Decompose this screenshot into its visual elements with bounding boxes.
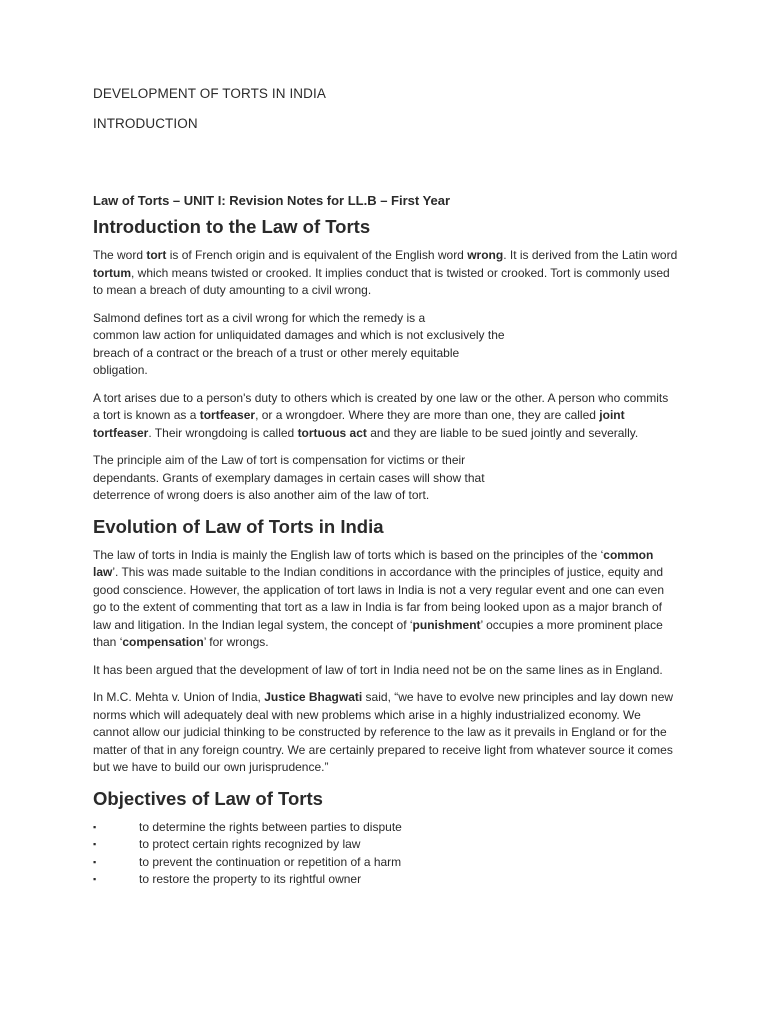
list-item: ▪ to prevent the continuation or repetition of a harm — [93, 854, 678, 872]
bullet-icon: ▪ — [93, 821, 97, 832]
paragraph-tort-definition: The word tort is of French origin and is equivalent of the English word wrong. It is derived from the Latin word tortum, which means twisted or crooked. It implies conduct that is twisted or crooked. Tort is commonly used to mean a breach of duty amounting to a civil wrong. — [93, 248, 678, 297]
bullet-icon: ▪ — [93, 874, 97, 884]
section-heading-evolution: Evolution of Law of Torts in India — [93, 515, 384, 537]
list-item: ▪ to protect certain rights recognized by law — [93, 836, 678, 854]
section-heading-objectives: Objectives of Law of Torts — [93, 787, 323, 809]
revision-notes-title: Law of Torts – UNIT I: Revision Notes for LL.B – First Year — [93, 193, 451, 208]
paragraph-aim-of-tort: The principle aim of the Law of tort is compensation for victims or their dependants. Grants of exemplary damages in certain cases will show that deterrence of wrong doers is also another aim of the law of tort. — [93, 453, 485, 502]
document-subtitle: INTRODUCTION — [93, 116, 198, 131]
document-title: DEVELOPMENT OF TORTS IN INDIA — [93, 86, 326, 101]
bullet-icon: ▪ — [93, 856, 97, 867]
paragraph-tortfeaser: A tort arises due to a person's duty to others which is created by one law or the other. A person who commits a tort is known as a tortfeaser, or a wrongdoer. Where they are more than one, they are called joint tortfeaser. Their wrongdoing is called tortuous act and they are liable to be sued jointly and severally. — [93, 390, 669, 440]
paragraph-mc-mehta-quote: In M.C. Mehta v. Union of India, Justice Bhagwati said, “we have to evolve new principles and lay down new norms which will adequately deal with new problems which arise in a highly industrialized economy. We cannot allow our judicial thinking to be constructed by reference to the law as it prevails in England or for the matter of that in any foreign country. We are certainly prepared to receive light from whatever source it comes but we have to build our own jurisprudence.” — [93, 690, 674, 774]
objectives-list — [93, 819, 678, 889]
paragraph-salmond-definition: Salmond defines tort as a civil wrong for which the remedy is a common law action for unliquidated damages and which is not exclusively the breach of a contract or the breach of a trust or other merely equitable obligation. — [93, 310, 505, 377]
paragraph-english-law-basis: The law of torts in India is mainly the English law of torts which is based on the principles of the ‘common law’. This was made suitable to the Indian conditions in accordance with the principles of justice, equity and good conscience. However, the application of tort laws in India is not a very regular event and one can even go to the extent of commenting that tort as a law in India is far from being looked upon as a major branch of law and litigation. In the Indian legal system, the concept of ‘punishment’ occupies a more prominent place than ‘compensation’ for wrongs. — [93, 547, 665, 649]
section-heading-introduction: Introduction to the Law of Torts — [93, 216, 371, 237]
paragraph-development-argument: It has been argued that the development of law of tort in India need not be on the same lines as in England. — [93, 662, 663, 677]
list-item: ▪ to determine the rights between parties to dispute — [93, 819, 678, 837]
bullet-icon: ▪ — [93, 839, 97, 849]
document-body — [93, 192, 678, 889]
list-item: ▪ to restore the property to its rightful owner — [93, 871, 678, 889]
